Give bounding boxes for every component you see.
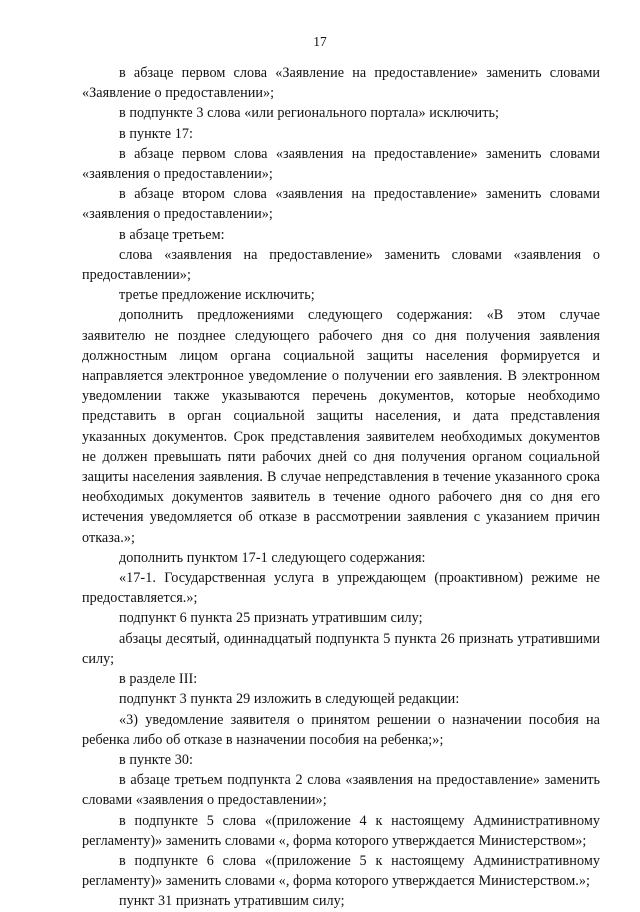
paragraph: в пункте 17:: [119, 125, 194, 142]
paragraph: подпункт 6 пункта 25 признать утратившим силу;: [119, 610, 423, 627]
paragraph: в абзаце первом слова «заявления на предоставление» заменить словами «заявления о предоставлении»;: [82, 145, 600, 183]
paragraph: в подпункте 5 слова «(приложение 4 к настоящему Административному регламенту)» заменить словами «, форма которого утверждается Министерством»;: [82, 812, 600, 849]
paragraph: «17-1. Государственная услуга в упреждающем (проактивном) режиме не предоставляется.»;: [82, 570, 600, 607]
paragraph: в абзаце третьем подпункта 2 слова «заявления на предоставление» заменить словами «заявления о предоставлении»;: [82, 772, 600, 809]
paragraph: слова «заявления на предоставление» заменить словами «заявления о предоставлении»;: [82, 246, 600, 284]
paragraph: дополнить предложениями следующего содержания: «В этом случае заявителю не позднее следующего рабочего дня со дня получения заявления должностным лицом органа социальной защиты населения формируется и направляется электронное уведомление о получении его заявления. В электронном уведомлении также указываются перечень документов, которые необходимо представить в орган социальной защиты населения, и дата представления указанных документов. Срок представления заявителем необходимых документов не должен превышать пяти рабочих дней со дня получения органом социальной защиты населения заявления. В случае непредставления в течение указанного срока необходимых документов заявитель в течение одного рабочего дня со дня его истечения уведомляется об отказе в рассмотрении заявления с указанием причин отказа.»;: [82, 307, 600, 546]
paragraph: дополнить пунктом 17-1 следующего содержания:: [119, 549, 426, 566]
document-body: [82, 63, 600, 912]
paragraph: пункт 31 признать утратившим силу;: [119, 893, 345, 910]
paragraph: третье предложение исключить;: [119, 287, 315, 304]
paragraph: в подпункте 6 слова «(приложение 5 к настоящему Административному регламенту)» заменить словами «, форма которого утверждается Министерством.»;: [82, 852, 600, 890]
paragraph: в разделе III:: [119, 671, 198, 688]
paragraph: в пункте 30:: [119, 751, 194, 768]
paragraph: в подпункте 3 слова «или регионального портала» исключить;: [119, 105, 499, 122]
paragraph: подпункт 3 пункта 29 изложить в следующей редакции:: [119, 691, 460, 708]
paragraph: в абзаце третьем:: [119, 226, 225, 243]
page-number: 17: [313, 34, 327, 49]
paragraph: абзацы десятый, одиннадцатый подпункта 5 пункта 26 признать утратившими силу;: [82, 630, 600, 667]
paragraph: «3) уведомление заявителя о принятом решении о назначении пособия на ребенка либо об отказе в назначении пособия на ребенка;»;: [82, 711, 600, 748]
paragraph: в абзаце втором слова «заявления на предоставление» заменить словами «заявления о предоставлении»;: [82, 186, 600, 223]
paragraph: в абзаце первом слова «Заявление на предоставление» заменить словами «Заявление о предоставлении»;: [82, 65, 600, 102]
